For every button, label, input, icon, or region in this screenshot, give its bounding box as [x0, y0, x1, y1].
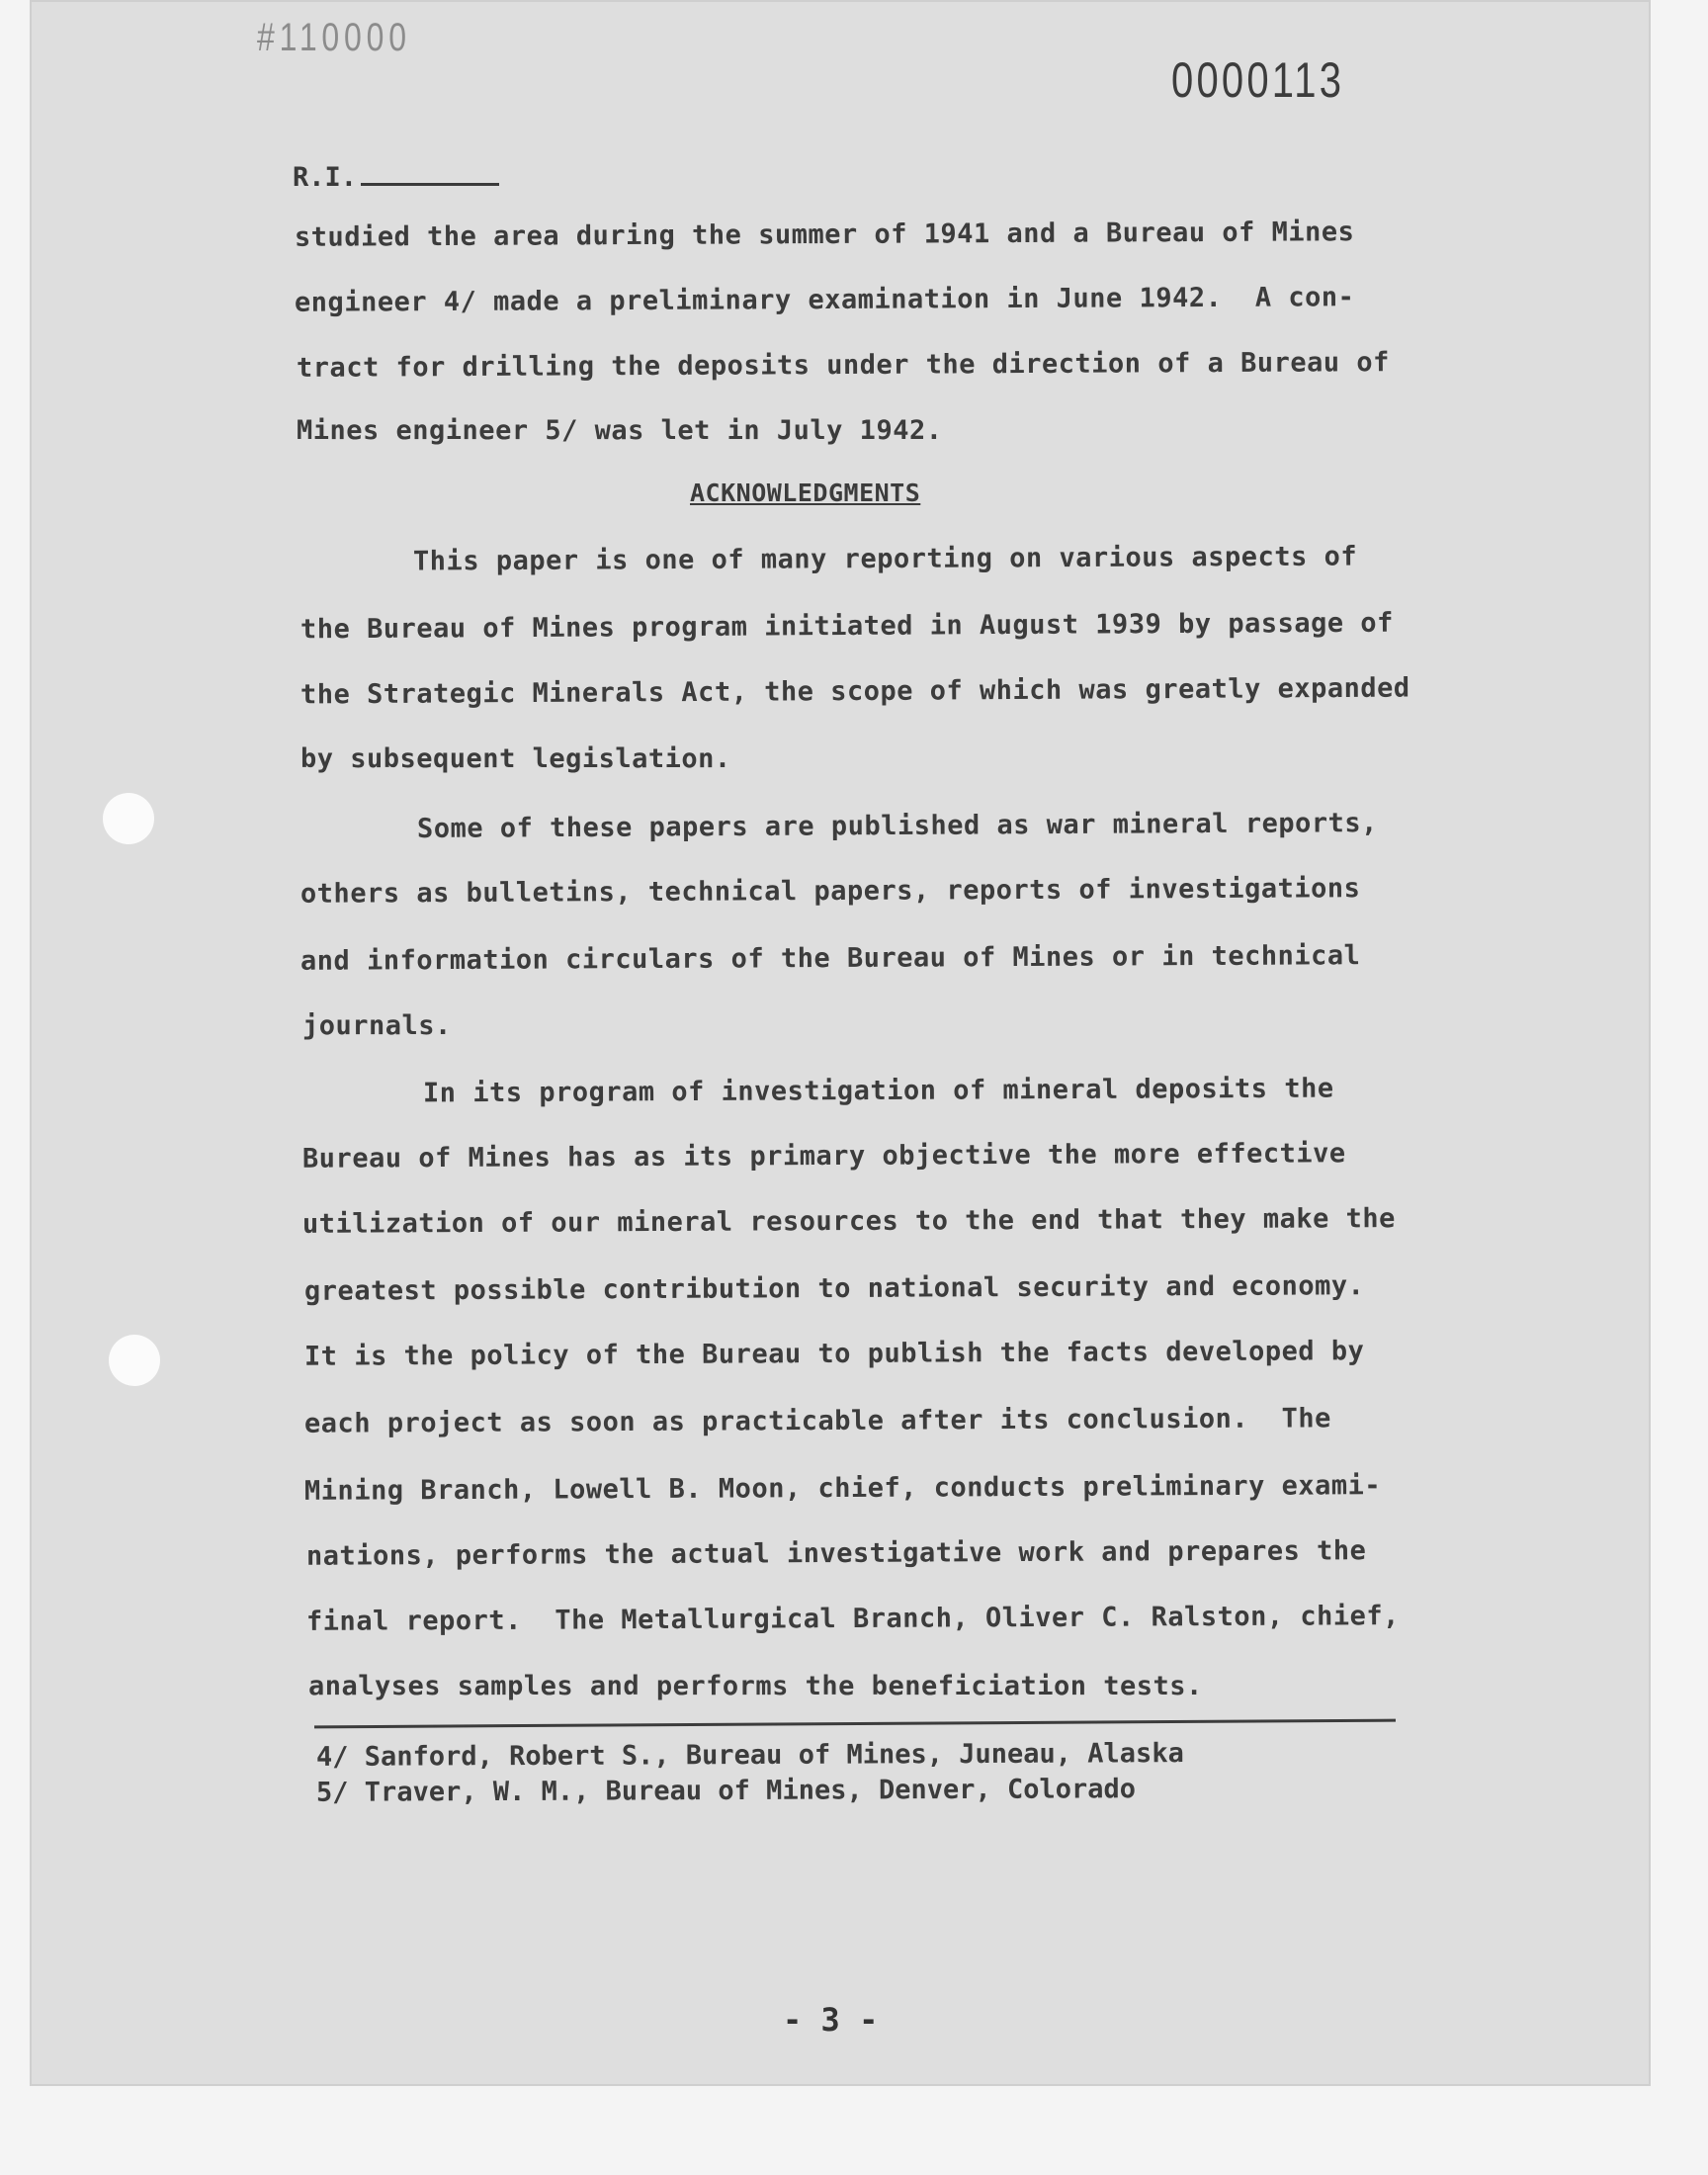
- paragraph-line: each project as soon as practicable after its conclusion. The: [303, 1403, 1331, 1439]
- top-stamp: #110000: [257, 16, 411, 59]
- paragraph-line: Bureau of Mines has as its primary objective the more effective: [301, 1138, 1346, 1174]
- intro-line: tract for drilling the deposits under the direction of a Bureau of: [296, 347, 1390, 384]
- intro-line: Mines engineer 5/ was let in July 1942.: [297, 415, 943, 446]
- paragraph-line: Some of these papers are published as war mineral reports,: [416, 808, 1378, 844]
- intro-line: studied the area during the summer of 1941 and a Bureau of Mines: [294, 217, 1355, 253]
- paragraph-line: utilization of our mineral resources to the end that they make the: [301, 1203, 1396, 1240]
- ri-label: R.I.: [293, 162, 358, 193]
- paragraph-line: final report. The Metallurgical Branch, Oliver C. Ralston, chief,: [305, 1601, 1400, 1637]
- paragraph-line: and information circulars of the Bureau of Mines or in technical: [299, 940, 1361, 977]
- intro-line: engineer 4/ made a preliminary examination in June 1942. A con-: [294, 282, 1355, 318]
- punch-hole-upper: [103, 793, 154, 844]
- paragraph-line: This paper is one of many reporting on various aspects of: [412, 541, 1358, 577]
- paragraph-line: analyses samples and performs the beneficiation tests.: [308, 1671, 1203, 1701]
- paragraph-line: the Strategic Minerals Act, the scope of which was greatly expanded: [299, 672, 1410, 711]
- report-label: [293, 162, 499, 193]
- paragraph-line: greatest possible contribution to national security and economy.: [303, 1270, 1365, 1307]
- paragraph-line: Mining Branch, Lowell B. Moon, chief, conducts preliminary exami-: [303, 1470, 1382, 1507]
- paragraph-line: others as bulletins, technical papers, reports of investigations: [299, 873, 1361, 910]
- page-number: - 3 -: [783, 2001, 879, 2039]
- paragraph-line: the Bureau of Mines program initiated in August 1939 by passage of: [299, 607, 1394, 646]
- paragraph-line: It is the policy of the Bureau to publish the facts developed by: [303, 1336, 1365, 1372]
- punch-hole-lower: [109, 1335, 160, 1386]
- section-heading: ACKNOWLEDGMENTS: [690, 478, 921, 507]
- paragraph-line: nations, performs the actual investigative work and prepares the: [305, 1535, 1367, 1572]
- paragraph-line: In its program of investigation of mineral deposits the: [422, 1073, 1334, 1109]
- paragraph-line: by subsequent legislation.: [300, 743, 731, 774]
- footnote: 4/ Sanford, Robert S., Bureau of Mines, Juneau, Alaska: [315, 1738, 1184, 1773]
- ri-blank-line: [361, 183, 499, 186]
- paragraph-line: journals.: [302, 1010, 452, 1041]
- footnote: 5/ Traver, W. M., Bureau of Mines, Denver, Colorado: [315, 1774, 1137, 1808]
- document-number-stamp: 0000113: [1171, 52, 1345, 108]
